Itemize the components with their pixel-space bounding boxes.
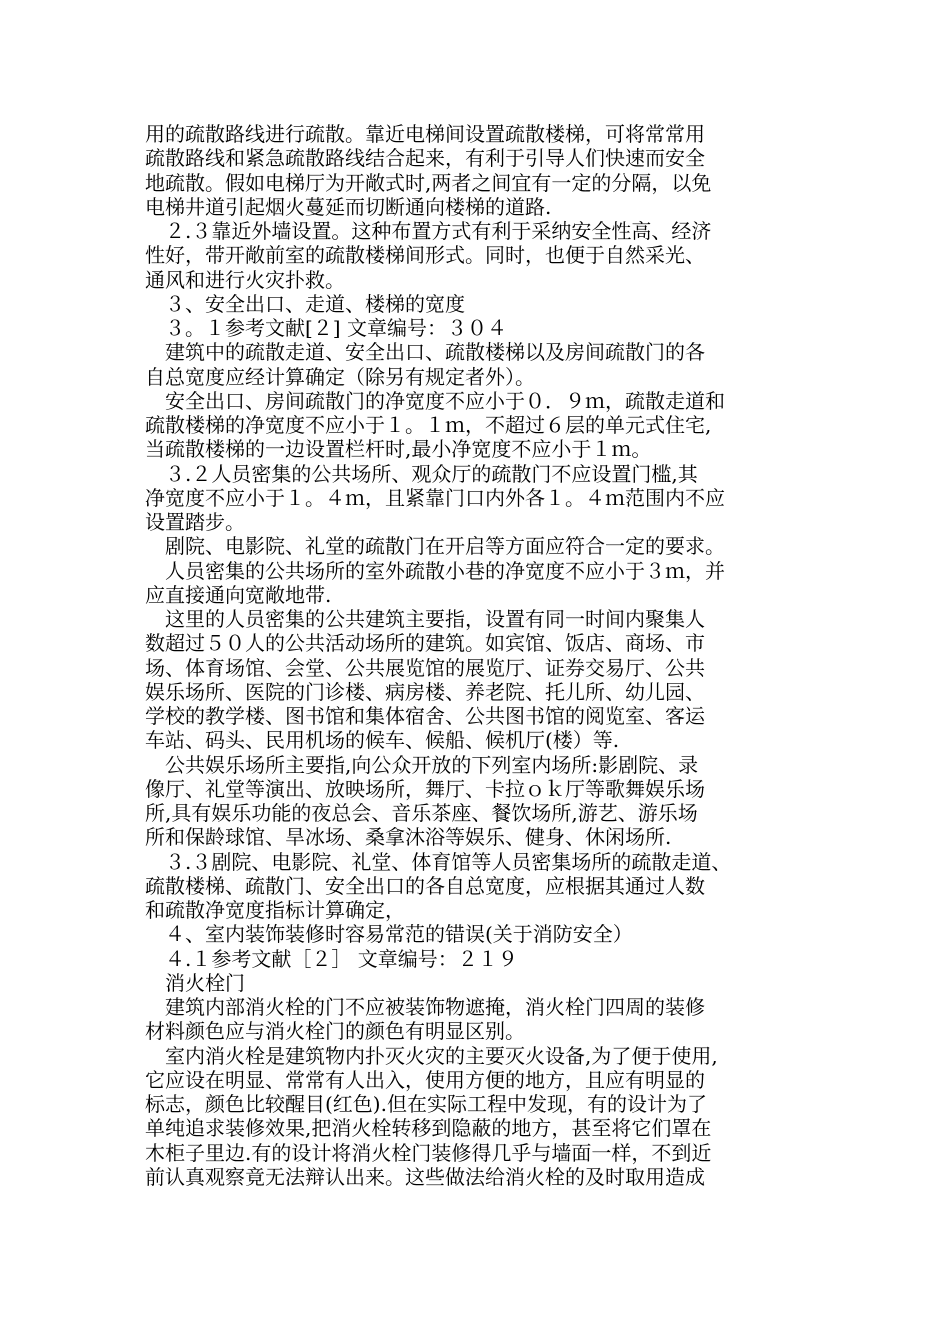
section-heading: ３、安全出口、走道、楼梯的宽度 xyxy=(145,291,465,316)
text-line: 所,具有娱乐功能的夜总会、音乐茶座、餐饮场所,游艺、游乐场 xyxy=(145,801,698,825)
subsection-heading: 消火栓门 xyxy=(145,970,245,995)
text-line: 自总宽度应经计算确定（除另有规定者外）。 xyxy=(145,364,535,389)
text-line: 当疏散楼梯的一边设置栏杆时,最小净宽度不应小于１ｍ。 xyxy=(145,437,652,462)
text-line: 疏散楼梯的净宽度不应小于１。１ｍ，不超过６层的单元式住宅, xyxy=(145,413,712,437)
text-line: 像厅、礼堂等演出、放映场所，舞厅、卡拉ｏｋ厅等歌舞娱乐场 xyxy=(145,776,705,801)
text-line: 数超过５０人的公共活动场所的建筑。如宾馆、饭店、商场、市 xyxy=(145,631,705,656)
text-line: 疏散路线和紧急疏散路线结合起来，有利于引导人们快速而安全 xyxy=(145,146,705,171)
text-line: 建筑中的疏散走道、安全出口、疏散楼梯以及房间疏散门的各 xyxy=(145,340,705,365)
reference-line: ４.１参考文献［２］ 文章编号：２１９ xyxy=(145,946,518,971)
text-line: 用的疏散路线进行疏散。靠近电梯间设置疏散楼梯，可将常常用 xyxy=(145,122,705,146)
text-line: 所和保龄球馆、旱冰场、桑拿沐浴等娱乐、健身、休闲场所. xyxy=(145,825,672,850)
text-line: 疏散楼梯、疏散门、安全出口的各自总宽度，应根据其通过人数 xyxy=(145,873,705,898)
text-line: 室内消火栓是建筑物内扑灭火灾的主要灭火设备,为了便于使用, xyxy=(145,1043,718,1068)
text-line: 地疏散。假如电梯厅为开敞式时,两者之间宜有一定的分隔，以免 xyxy=(145,170,712,195)
text-line: ３.３剧院、电影院、礼堂、体育馆等人员密集场所的疏散走道、 xyxy=(145,849,732,874)
text-line: 应直接通向宽敞地带. xyxy=(145,582,332,607)
text-line: 材料颜色应与消火栓门的颜色有明显区别。 xyxy=(145,1019,525,1044)
text-line: 场、体育场馆、会堂、公共展览馆的展览厅、证券交易厅、公共 xyxy=(145,655,705,680)
text-line: 安全出口、房间疏散门的净宽度不应小于０．９ｍ，疏散走道和 xyxy=(145,388,725,413)
text-line: 设置踏步。 xyxy=(145,510,245,534)
text-line: 人员密集的公共场所的室外疏散小巷的净宽度不应小于３ｍ，并 xyxy=(145,558,725,583)
text-line: 单纯追求装修效果,把消火栓转移到隐蔽的地方，甚至将它们罩在 xyxy=(145,1116,712,1141)
text-line: 娱乐场所、医院的门诊楼、病房楼、养老院、托儿所、幼儿园、 xyxy=(145,679,705,704)
text-line: 通风和进行火灾扑救。 xyxy=(145,267,345,292)
document-body xyxy=(145,122,805,1189)
text-line: 和疏散净宽度指标计算确定， xyxy=(145,898,405,922)
text-line: 建筑内部消火栓的门不应被装饰物遮掩，消火栓门四周的装修 xyxy=(145,995,705,1019)
text-line: 公共娱乐场所主要指,向公众开放的下列室内场所:影剧院、录 xyxy=(145,752,699,777)
text-line: 性好，带开敞前室的疏散楼梯间形式。同时，也便于自然采光、 xyxy=(145,243,705,268)
text-line: 前认真观察竟无法辩认出来。这些做法给消火栓的及时取用造成 xyxy=(145,1164,705,1189)
text-line: 车站、码头、民用机场的候车、候船、候机厅(楼）等. xyxy=(145,728,620,753)
text-line: 电梯井道引起烟火蔓延而切断通向楼梯的道路. xyxy=(145,194,552,219)
text-line: 净宽度不应小于１。４ｍ，且紧靠门口内外各１。４ｍ范围内不应 xyxy=(145,485,725,510)
text-line: 标志，颜色比较醒目(红色).但在实际工程中发现，有的设计为了 xyxy=(145,1092,707,1116)
text-line: 学校的教学楼、图书馆和集体宿舍、公共图书馆的阅览室、客运 xyxy=(145,704,705,728)
text-line: ２.３靠近外墙设置。这种布置方式有利于采纳安全性高、经济 xyxy=(145,219,712,243)
text-line: 这里的人员密集的公共建筑主要指，设置有同一时间内聚集人 xyxy=(145,607,705,631)
text-line: ３.２人员密集的公共场所、观众厅的疏散门不应设置门槛,其 xyxy=(145,461,698,486)
section-heading: ４、室内装饰装修时容易常范的错误(关于消防安全） xyxy=(145,922,633,947)
text-line: 木柜子里边.有的设计将消火栓门装修得几乎与墙面一样，不到近 xyxy=(145,1140,712,1165)
reference-line: ３。１参考文献[２] 文章编号：３０４ xyxy=(145,316,507,340)
text-line: 它应设在明显、常常有人出入，使用方便的地方，且应有明显的 xyxy=(145,1067,705,1092)
text-line: 剧院、电影院、礼堂的疏散门在开启等方面应符合一定的要求。 xyxy=(145,534,725,559)
